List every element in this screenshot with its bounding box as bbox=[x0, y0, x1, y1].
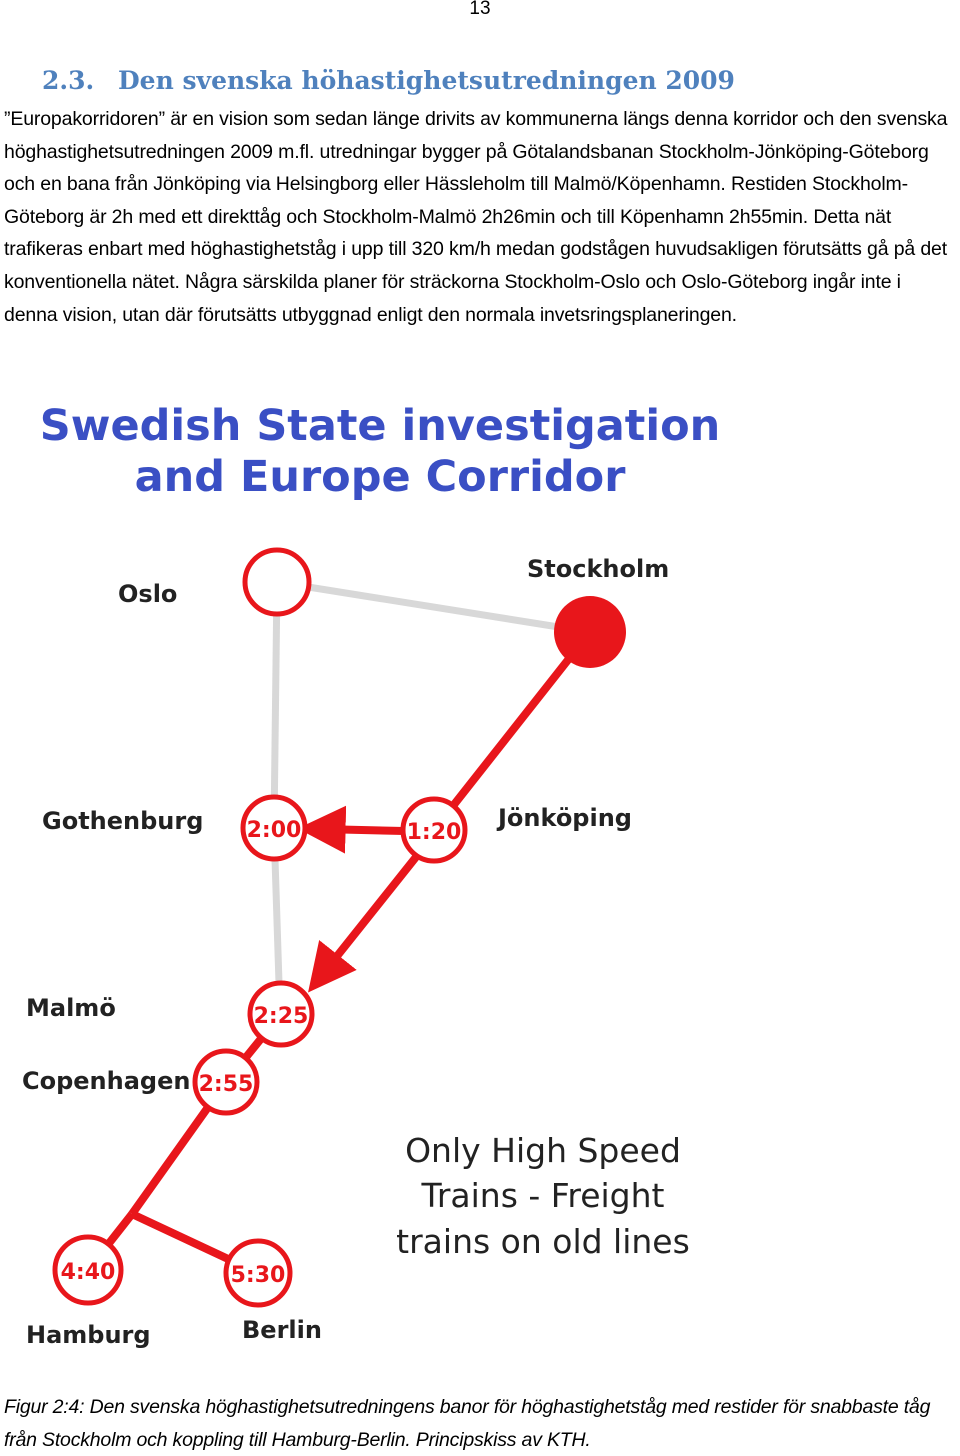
station-gothenburg-time: 2:00 bbox=[246, 818, 302, 843]
arrow-jonkoping-malmo bbox=[322, 852, 420, 975]
station-jonkoping-label: Jönköping bbox=[498, 804, 632, 832]
station-jonkoping-time: 1:20 bbox=[406, 820, 462, 845]
section-number: 2.3. bbox=[42, 66, 95, 95]
figure-title-line1: Swedish State investigation bbox=[39, 401, 721, 451]
line-stockholm-jonkoping bbox=[434, 632, 590, 830]
station-malmo-time: 2:25 bbox=[253, 1004, 309, 1029]
station-copenhagen-label: Copenhagen bbox=[22, 1067, 191, 1095]
figure-note-line1: Only High Speed bbox=[405, 1131, 681, 1170]
page-number: 13 bbox=[469, 0, 491, 19]
station-gothenburg-label: Gothenburg bbox=[42, 807, 204, 835]
station-oslo-label: Oslo bbox=[118, 580, 178, 608]
figure-note-line2: Trains - Freight bbox=[421, 1176, 665, 1215]
line-oslo-stockholm bbox=[277, 582, 590, 632]
line-oslo-gothenburg bbox=[274, 582, 277, 828]
figure-caption: Figur 2:4: Den svenska höghastighetsutredningens banor för höghastighetståg med restider för snabbaste tåg från Stockholm och koppling till Hamburg-Berlin. Principskiss av KTH. bbox=[4, 1396, 931, 1451]
route-map-figure bbox=[0, 380, 960, 1390]
figure-title-line2: and Europe Corridor bbox=[134, 452, 626, 502]
station-copenhagen-time: 2:55 bbox=[198, 1072, 254, 1097]
station-berlin-label: Berlin bbox=[242, 1316, 322, 1344]
station-hamburg-label: Hamburg bbox=[26, 1321, 151, 1349]
station-hamburg-time: 4:40 bbox=[60, 1260, 116, 1285]
station-oslo-marker bbox=[245, 550, 309, 614]
section-heading bbox=[42, 66, 735, 95]
arrow-jonkoping-gothenburg bbox=[320, 829, 404, 831]
route-map-svg bbox=[0, 380, 960, 1390]
station-stockholm-label: Stockholm bbox=[527, 555, 670, 583]
station-malmo-label: Malmö bbox=[26, 994, 116, 1022]
station-stockholm-marker bbox=[554, 596, 626, 668]
station-berlin-time: 5:30 bbox=[230, 1263, 286, 1288]
section-title: Den svenska höhastighetsutredningen 2009 bbox=[118, 66, 735, 95]
body-paragraph: ”Europakorridoren” är en vision som sedan länge drivits av kommunerna längs denna korridor och den svenska höghastighetsutredningen 2009 m.fl. utredningar bygger på Götalandsbanan Stockholm-Jönköping-Göteborg och en bana från Jönköping via Helsingborg eller Hässleholm till Malmö/Köpenhamn. Restiden Stockholm-Göteborg är 2h med ett direkttåg och Stockholm-Malmö 2h26min och till Köpenhamn 2h55min. Detta nät trafikeras enbart med höghastighetståg i upp till 320 km/h medan godstågen huvudsakligen förutsätts gå på det konventionella nätet. Några särskilda planer för sträckorna Stockholm-Oslo och Oslo-Göteborg ingår inte i denna vision, utan där förutsätts utbyggnad enligt den normala invetsringsplaneringen. bbox=[4, 108, 948, 326]
figure-note-line3: trains on old lines bbox=[396, 1222, 690, 1261]
